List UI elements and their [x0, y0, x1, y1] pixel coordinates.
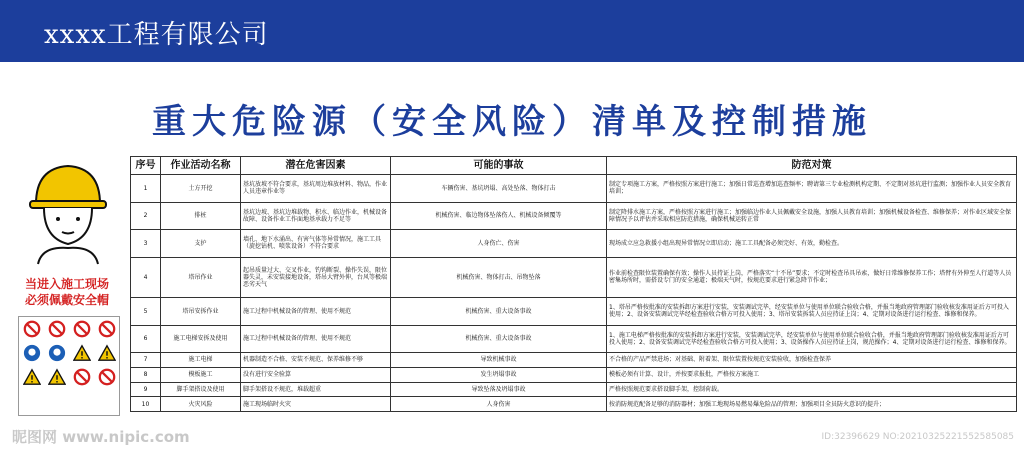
table-row	[131, 230, 1017, 258]
cell-measure: 制定专项施工方案，严格按照方案进行施工；加强日常巡查增加巡查频率；聘请第三专业检测机构定期、不定期对基坑进行监测；加强作业人员安全教育培训；	[607, 175, 1017, 203]
cell-measure: 模板必须有计算、设计，并按要求报批，严格按方案施工	[607, 367, 1017, 382]
cell-hazard: 施工过程中机械设备的管理、使用不规范	[241, 298, 391, 326]
prohibit-sign-icon	[44, 317, 69, 341]
caution-sign-icon	[69, 341, 94, 365]
hazard-table	[130, 156, 1017, 412]
table-row	[131, 175, 1017, 203]
cell-hazard: 墙孔、地下水涌出、有害气体等异常情况，施工工具（旋挖钻机、喷浆设备）不符合要求	[241, 230, 391, 258]
safety-signs-panel	[18, 316, 120, 416]
cell-hazard: 施工过程中机械设备的管理、使用不规范	[241, 325, 391, 353]
header-activity: 作业活动名称	[161, 157, 241, 175]
cell-no: 7	[131, 353, 161, 368]
cell-no: 4	[131, 257, 161, 297]
cell-no: 5	[131, 298, 161, 326]
table-row	[131, 298, 1017, 326]
cell-activity: 施工电梯	[161, 353, 241, 368]
cell-accident: 机械伤害、重大设备事故	[391, 325, 607, 353]
header-measure: 防范对策	[607, 157, 1017, 175]
caution-sign-icon	[94, 341, 119, 365]
cell-accident: 车辆伤害、基坑坍塌、高处坠落、物体打击	[391, 175, 607, 203]
cell-hazard: 脚手架搭设不规范，堆载超重	[241, 382, 391, 397]
cell-accident: 人身伤害	[391, 397, 607, 412]
header-accident: 可能的事故	[391, 157, 607, 175]
cell-hazard: 机器制造不合格、安装不规范、保养维修不够	[241, 353, 391, 368]
warning-line-1: 当进入施工现场	[24, 277, 109, 291]
cell-activity: 火灾风险	[161, 397, 241, 412]
watermark-id: ID:32396629 NO:20210325221552585085	[821, 432, 1014, 442]
worker-helmet-icon	[18, 156, 118, 266]
cell-measure: 制定降排水施工方案，严格按照方案进行施工；加强临边作业人员佩戴安全设施，加强人员教育培训；加强机械设备检查、维修保养；对作业区域安全保障情况予以评估并采取相应防范措施，确保机械运转正常	[607, 202, 1017, 230]
table-row	[131, 353, 1017, 368]
cell-activity: 排桩	[161, 202, 241, 230]
watermark-text: 昵图网 www.nipic.com	[12, 428, 190, 446]
table-row	[131, 382, 1017, 397]
prohibit-sign-icon	[69, 317, 94, 341]
cell-measure: 不合格的产品严禁进场；对基础、附着架、限位装置按规范安装验收，加强检查保养	[607, 353, 1017, 368]
cell-no: 1	[131, 175, 161, 203]
header-hazard: 潜在危害因素	[241, 157, 391, 175]
table-row	[131, 397, 1017, 412]
caution-sign-icon	[19, 365, 44, 389]
cell-no: 10	[131, 397, 161, 412]
cell-hazard: 基坑放坡不符合要求，基坑周边堆放材料、物品，作业人员违章作业等	[241, 175, 391, 203]
header-bar	[0, 0, 1024, 62]
page-title: 重大危险源（安全风险）清单及控制措施	[152, 102, 872, 142]
table-header-row	[131, 157, 1017, 175]
cell-accident: 发生坍塌事故	[391, 367, 607, 382]
company-name: xxxx工程有限公司	[44, 20, 269, 50]
cell-accident: 导致机械事故	[391, 353, 607, 368]
cell-activity: 塔吊作业	[161, 257, 241, 297]
cell-activity: 支护	[161, 230, 241, 258]
prohibit-sign-icon	[94, 317, 119, 341]
cell-no: 2	[131, 202, 161, 230]
cell-accident: 机械伤害、重大设备事故	[391, 298, 607, 326]
cell-no: 9	[131, 382, 161, 397]
table-row	[131, 367, 1017, 382]
cell-measure: 1、塔吊严格按批准的安装拆卸方案进行安装，安装调试完毕，经安装单位与使用单位联合验收合格，并报当地政府管理部门验收核发准用证后方可投入使用；2、设备安装调试完毕经检查验收合格方可投入使用；3、塔吊安装拆装人员应持证上岗；4、定期对设备进行运行检查、维修和保养。	[607, 298, 1017, 326]
cell-no: 3	[131, 230, 161, 258]
cell-accident: 机械伤害、临边物体坠落伤人、机械设备倾覆等	[391, 202, 607, 230]
helmet-warning	[14, 276, 120, 308]
cell-measure: 严格按照规范要求搭设脚手架，控制荷载。	[607, 382, 1017, 397]
cell-hazard: 起吊质量过大、交叉作业，钓钩断裂、操作失误，限位器失灵，未安装接地设备，塔吊大臂外伸，台风等极端恶劣天气	[241, 257, 391, 297]
cell-activity: 塔吊安拆作业	[161, 298, 241, 326]
header-no: 序号	[131, 157, 161, 175]
mandatory-sign-icon	[44, 341, 69, 365]
cell-hazard: 施工现场临时火灾	[241, 397, 391, 412]
cell-no: 8	[131, 367, 161, 382]
cell-hazard: 基坑边坡、基坑边堆载物、积水、临边作业，机械设备故障、设备作业工作面地基承载力不足等	[241, 202, 391, 230]
cell-measure: 现场成立应急救援小组出现异常情况立即启动；施工工具配备必须完好、有效，勤检查。	[607, 230, 1017, 258]
table-row	[131, 202, 1017, 230]
caution-sign-icon	[44, 365, 69, 389]
cell-accident: 导致坠落及坍塌事故	[391, 382, 607, 397]
mandatory-sign-icon	[19, 341, 44, 365]
prohibit-sign-icon	[69, 365, 94, 389]
cell-no: 6	[131, 325, 161, 353]
cell-hazard: 没有进行安全验算	[241, 367, 391, 382]
cell-activity: 施工电梯安拆及使用	[161, 325, 241, 353]
cell-measure: 按消防规范配备足够的消防器材；加强工地现场易燃易爆危险品的管理；加强项目全员防火意识的提升；	[607, 397, 1017, 412]
cell-measure: 1、施工电梯严格按批准的安装拆卸方案进行安装，安装调试完毕，经安装单位与使用单位联合验收合格，并报当地政府管理部门验收核发准用证后方可投入使用；2、设备安装调试完毕经检查验收合格方可投入使用；3、设备操作人员应持证上岗，规范操作；4、定期对设备进行运行检查、维修和保养。	[607, 325, 1017, 353]
prohibit-sign-icon	[19, 317, 44, 341]
safety-sidebar	[8, 150, 124, 418]
table-row	[131, 325, 1017, 353]
table-row	[131, 257, 1017, 297]
warning-line-2: 必须佩戴安全帽	[24, 293, 109, 307]
cell-activity: 脚手架搭设及使用	[161, 382, 241, 397]
cell-measure: 作业前检查限位装置确保有效；操作人员持证上岗，严格落实“十不吊”要求；不定时检查吊具吊索，做好日常维修保养工作；塔臂有外伸至人行道等人员密集场所时，需搭设专门的安全通道；极端天气时，按规范要求进行紧急降节作业；	[607, 257, 1017, 297]
cell-activity: 模板施工	[161, 367, 241, 382]
cell-activity: 土方开挖	[161, 175, 241, 203]
prohibit-sign-icon	[94, 365, 119, 389]
cell-accident: 机械伤害、物体打击、吊物坠落	[391, 257, 607, 297]
cell-accident: 人身伤亡、伤害	[391, 230, 607, 258]
